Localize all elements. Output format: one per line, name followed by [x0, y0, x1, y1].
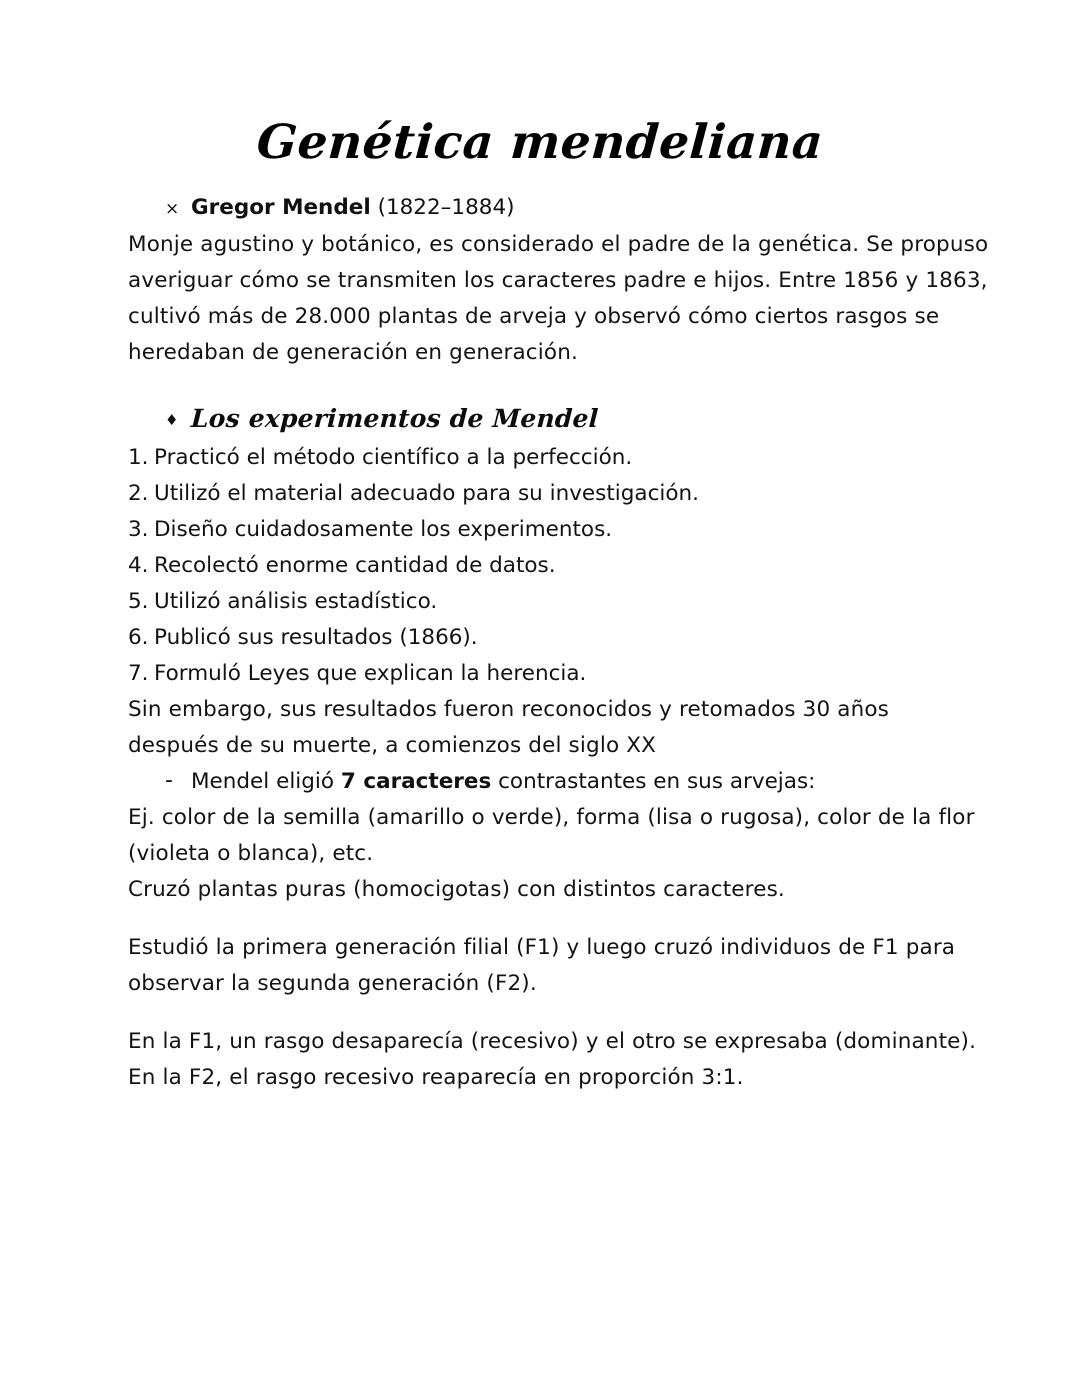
text-line: Monje agustino y botánico, es considerado el padre de la genética. Se propuso [128, 232, 989, 257]
list-item-number: 4. [128, 553, 149, 578]
lead-tail: contrastantes en sus arvejas: [491, 769, 816, 794]
text-line: En la F1, un rasgo desaparecía (recesivo) y el otro se expresaba (dominante). [128, 1029, 977, 1054]
dash-bullet-icon: - [165, 768, 173, 793]
list-item [128, 584, 958, 620]
text-line: Estudió la primera generación filial (F1) y luego cruzó individuos de F1 para [128, 935, 956, 960]
heading-gregor-mendel-name: Gregor Mendel [191, 195, 371, 220]
diamond-bullet-icon: ♦ [165, 411, 179, 429]
text-line: Cruzó plantas puras (homocigotas) con distintos caracteres. [128, 877, 785, 902]
list-item [128, 476, 958, 512]
text-line: En la F2, el rasgo recesivo reaparecía en proporción 3:1. [128, 1065, 744, 1090]
heading-experimentos-text: Los experimentos de Mendel [190, 404, 600, 433]
paragraph-reconocimiento [128, 692, 958, 764]
spacer [128, 371, 958, 401]
list-item-label: Utilizó análisis estadístico. [154, 589, 438, 614]
heading-experimentos [165, 401, 958, 440]
text-line: (violeta o blanca), etc. [128, 841, 374, 866]
lead-bold: 7 caracteres [340, 769, 492, 794]
experiment-list [128, 440, 958, 692]
paragraph-mendel-bio [128, 227, 989, 371]
list-item [128, 440, 958, 476]
list-item-number: 3. [128, 517, 149, 542]
text-line: averiguar cómo se transmiten los caracteres padre e hijos. Entre 1856 y 1863, [128, 268, 988, 293]
document-body [128, 190, 989, 1096]
list-item-number: 1. [128, 445, 149, 470]
paragraph-ejemplos [128, 800, 975, 908]
paragraph-generacion-filial [128, 930, 958, 1002]
paragraph-dominante-recesivo [128, 1024, 977, 1096]
spacer [128, 1002, 958, 1024]
heading-gregor-mendel-text [191, 190, 515, 226]
cross-bullet-icon: × [165, 199, 180, 219]
list-item-label: Formuló Leyes que explican la herencia. [154, 661, 587, 686]
list-item-label: Practicó el método científico a la perfección. [154, 445, 633, 470]
spacer [128, 908, 958, 930]
text-line: Ej. color de la semilla (amarillo o verde), forma (lisa o rugosa), color de la flor [128, 805, 975, 830]
page-title: Genética mendeliana [255, 115, 825, 170]
list-item-label: Diseño cuidadosamente los experimentos. [154, 517, 613, 542]
list-item-label: Publicó sus resultados (1866). [154, 625, 478, 650]
list-item [128, 656, 958, 692]
list-item [128, 620, 958, 656]
text-line: después de su muerte, a comienzos del siglo XX [128, 733, 657, 758]
heading-gregor-mendel [165, 190, 958, 227]
text-line: cultivó más de 28.000 plantas de arveja y observó cómo ciertos rasgos se [128, 304, 940, 329]
list-item-number: 2. [128, 481, 149, 506]
list-item-number: 7. [128, 661, 149, 686]
lead-text: Mendel eligió [191, 769, 341, 794]
list-item [128, 548, 958, 584]
list-item-label: Recolectó enorme cantidad de datos. [154, 553, 556, 578]
list-item [128, 512, 958, 548]
list-item-label: Utilizó el material adecuado para su investigación. [154, 481, 699, 506]
bullet-siete-caracteres [165, 764, 958, 800]
text-line: Sin embargo, sus resultados fueron reconocidos y retomados 30 años [128, 697, 890, 722]
heading-gregor-mendel-dates: (1822–1884) [377, 195, 515, 220]
list-item-number: 5. [128, 589, 149, 614]
text-line: heredaban de generación en generación. [128, 340, 578, 365]
text-line: observar la segunda generación (F2). [128, 971, 537, 996]
list-item-number: 6. [128, 625, 149, 650]
bullet-siete-caracteres-text [191, 764, 815, 800]
